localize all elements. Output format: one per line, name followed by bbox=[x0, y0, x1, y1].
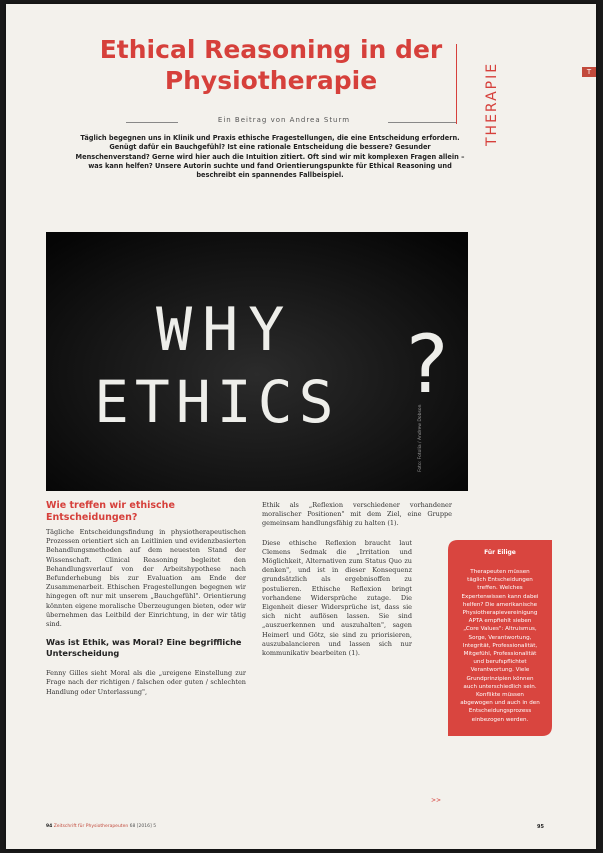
photo-credit-text: Foto: Fotolia / Andrew Dobson bbox=[418, 404, 423, 472]
section-divider bbox=[456, 44, 457, 124]
body-paragraph: Tägliche Entscheidungsfindung in physiotherapeutischen Prozessen orientiert sich an Leitlinien und evidenzbasierten Behandlungsmethoden auf dem neuesten Stand der Wissenschaft. Clinical Reasoning begleitet den Behandlungsverlauf von der Arbeitshypothese nach Befunderhebung bis zur Evaluation am Ende der Zusammenarbeit. Ethischen Fragestellungen begegnen wir hingegen oft nur mit unserem „Bauchgefühl". Orientierung könnten eigene moralische Überzeugungen bieten, oder wir übernehmen das Leitbild der Einrichtung, in der wir tätig sind. bbox=[46, 528, 246, 629]
chalkboard-photo bbox=[46, 232, 468, 491]
subheading: Was ist Ethik, was Moral? Eine begriffliche Unterscheidung bbox=[46, 637, 242, 659]
page-footer bbox=[46, 824, 546, 834]
chalk-word-why: WHY bbox=[156, 295, 295, 365]
section-label-text: THERAPIE bbox=[484, 61, 500, 146]
byline-text: Ein Beitrag von Andrea Sturm bbox=[217, 116, 351, 124]
info-box bbox=[448, 540, 552, 736]
section-heading: Wie treffen wir ethische Entscheidungen? bbox=[46, 500, 175, 523]
page-number-right: 95 bbox=[537, 824, 544, 830]
corner-tab: T bbox=[582, 67, 596, 77]
photo-credit bbox=[418, 396, 428, 472]
lead-paragraph: Täglich begegnen uns in Klinik und Praxis ethische Fragestellungen, die eine Entscheidung erfordern. Genügt dafür ein Bauchgefühl? Ist eine rationale Entscheidung die bessere? Gesunder Menschenverstand? Gerne wird hier auch die Intuition zitiert. Oft sind wir mit komplexen Fragen allein – was kann helfen? Unsere Autorin suchte und fand Orientierungspunkte für Ethical Reasoning und beschreibt ein spannendes Fallbeispiel. bbox=[75, 134, 465, 180]
byline-rule-right bbox=[388, 122, 456, 123]
page-number-left: 94 bbox=[46, 824, 53, 829]
continue-marker: >> bbox=[431, 797, 442, 804]
column-left bbox=[46, 500, 246, 697]
chalk-word-ethics: ETHICS bbox=[94, 368, 340, 436]
article-title: Ethical Reasoning in der Physiotherapie bbox=[99, 35, 443, 95]
body-paragraph: Ethik als „Reflexion verschiedener vorhandener moralischer Positionen" mit dem Ziel, eine Gruppe gemeinsam handlungsfähig zu halten (1). bbox=[262, 501, 452, 528]
magazine-name: Zeitschrift für Physiotherapeuten bbox=[53, 824, 129, 829]
info-box-title: Für Eilige bbox=[484, 549, 516, 556]
body-paragraph: Diese ethische Reflexion braucht laut Clemens Sedmak die „Irritation und Möglichkeit, Alternativen zum Status Quo zu denken", und ist in dieser Konsequenz grundsätzlich als ergebnisoffen zu postulieren. Ethische Reflexion bringt vorhandene Widersprüche zutage. Die Eigenheit dieser Widersprüche ist, dass sie sich nicht auflösen lassen. Sie sind „auszuerkennen und auszuhalten", sagen Heimerl und Götz, sie sind zu priorisieren, auszubalancieren und lassen sich nur kommunikativ bearbeiten (1). bbox=[262, 538, 412, 658]
byline bbox=[126, 116, 456, 126]
chalk-question-mark: ? bbox=[406, 318, 449, 411]
footer-left bbox=[46, 824, 156, 829]
byline-rule-left bbox=[126, 122, 178, 123]
magazine-page bbox=[6, 4, 596, 849]
chalkboard-image bbox=[46, 232, 468, 491]
issue-number: 68 [2016] 5 bbox=[129, 824, 157, 829]
column-middle bbox=[262, 501, 462, 658]
info-box-text: Therapeuten müssen täglich Entscheidungen treffen. Welches Expertenwissen kann dabei helfen? Die amerikanische Physiotherapievereinigung APTA empfiehlt sieben „Core Values": Altruismus, Sorge, Verantwortung, Integrität, Professionalität, Mitgefühl, Professionalität und berufspflichtet Verantwortung. Viele Grundprinzipien können auch unterschiedlich sein. Konflikte müssen abgewogen und auch in den Entscheidungsprozess einbezogen werden. bbox=[460, 569, 540, 723]
body-paragraph: Fenny Gilles sieht Moral als die „ureigene Einstellung zur Frage nach der richtigen / falschen oder guten / schlechten Handlung oder Unterlassung", bbox=[46, 669, 246, 696]
